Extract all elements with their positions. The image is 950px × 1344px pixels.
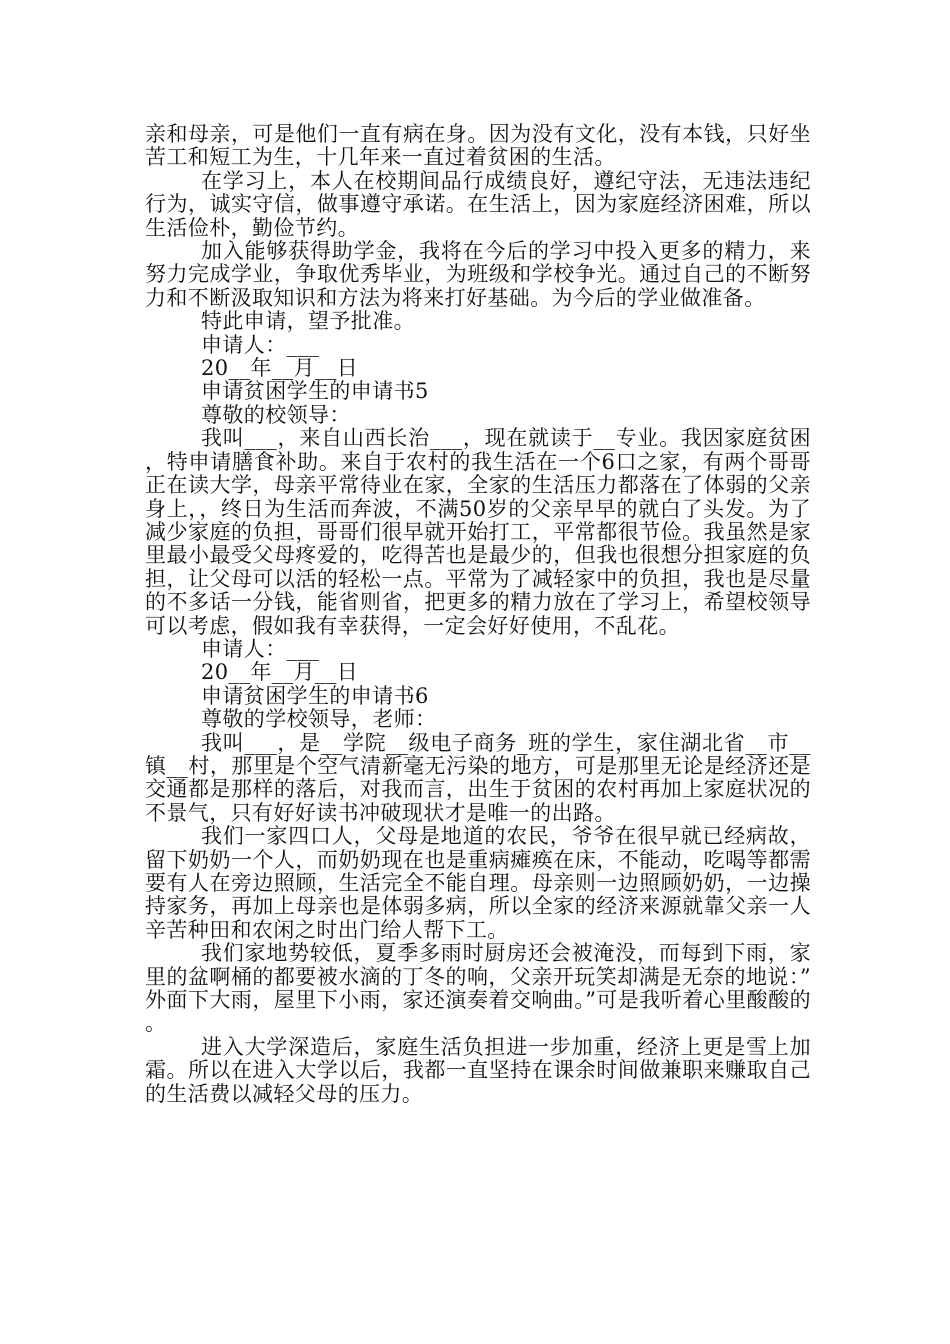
salutation: 尊敬的学校领导，老师：	[201, 707, 437, 732]
applicant-line: 申请人：___	[201, 332, 320, 357]
paragraph: 我叫___，是__学院__级电子商务_班的学生，家住湖北省__市__镇__村，那里是个空气清新毫无污染的地方，可是那里无论是经济还是交通都是那样的落后，对我而言，出生于贫困的农村再加上家庭状况的不景气，只有好好读书冲破现状才是唯一的出路。	[145, 730, 811, 825]
salutation: 尊敬的校领导：	[201, 402, 351, 427]
paragraph: 我叫___，来自山西长治___，现在就读于__专业。我因家庭贫困，特申请膳食补助。来自于农村的我生活在一个6口之家，有两个哥哥正在读大学，母亲平常待业在家，全家的生活压力都落在了体弱的父亲身上，，终日为生活而奔波，不满50岁的父亲早早的就白了头发。为了减少家庭的负担，哥哥们很早就开始打工，平常都很节俭。我虽然是家里最小最受父母疼爱的，吃得苦也是最少的，但我也很想分担家庭的负担，让父母可以活的轻松一点。平常为了减轻家中的负担，我也是尽量的不多话一分钱，能省则省，把更多的精力放在了学习上，希望校领导可以考虑，假如我有幸获得，一定会好好使用，不乱花。	[145, 426, 811, 638]
document-page	[145, 123, 811, 1106]
closing-line: 特此申请，望予批准。	[201, 309, 415, 334]
paragraph: 我们一家四口人，父母是地道的农民，爷爷在很早就已经病故，留下奶奶一个人，而奶奶现在也是重病瘫痪在床，不能动，吃喝等都需要有人在旁边照顾，生活完全不能自理。母亲则一边照顾奶奶，一边操持家务，再加上母亲也是体弱多病，所以全家的经济来源就靠父亲一人辛苦种田和农闲之时出门给人帮下工。	[145, 824, 811, 942]
section-title: 申请贫困学生的申请书5	[201, 379, 429, 404]
applicant-line: 申请人：___	[201, 636, 320, 661]
paragraph: 我们家地势较低，夏季多雨时厨房还会被淹没，而每到下雨，家里的盆啊桶的都要被水滴的丁冬的响，父亲开玩笑却满是无奈的地说：”外面下大雨，屋里下小雨，家还演奏着交响曲。”可是我听着心里酸酸的。	[145, 941, 811, 1036]
paragraph: 加入能够获得助学金，我将在今后的学习中投入更多的精力，来努力完成学业，争取优秀毕业，为班级和学校争光。通过自己的不断努力和不断汲取知识和方法为将来打好基础。为今后的学业做准备。	[145, 239, 811, 310]
date-line: 20__年__月__日	[201, 660, 359, 685]
paragraph: 进入大学深造后，家庭生活负担进一步加重，经济上更是雪上加霜。所以在进入大学以后，我都一直坚持在课余时间做兼职来赚取自己的生活费以减轻父母的压力。	[145, 1034, 811, 1106]
paragraph: 亲和母亲，可是他们一直有病在身。因为没有文化，没有本钱，只好坐苦工和短工为生，十几年来一直过着贫困的生活。	[145, 122, 811, 170]
date-line: 20__年__月__日	[201, 356, 359, 381]
paragraph: 在学习上，本人在校期间品行成绩良好，遵纪守法，无违法违纪行为，诚实守信，做事遵守承诺。在生活上，因为家庭经济困难，所以生活俭朴，勤俭节约。	[145, 168, 811, 240]
section-title: 申请贫困学生的申请书6	[201, 683, 429, 708]
